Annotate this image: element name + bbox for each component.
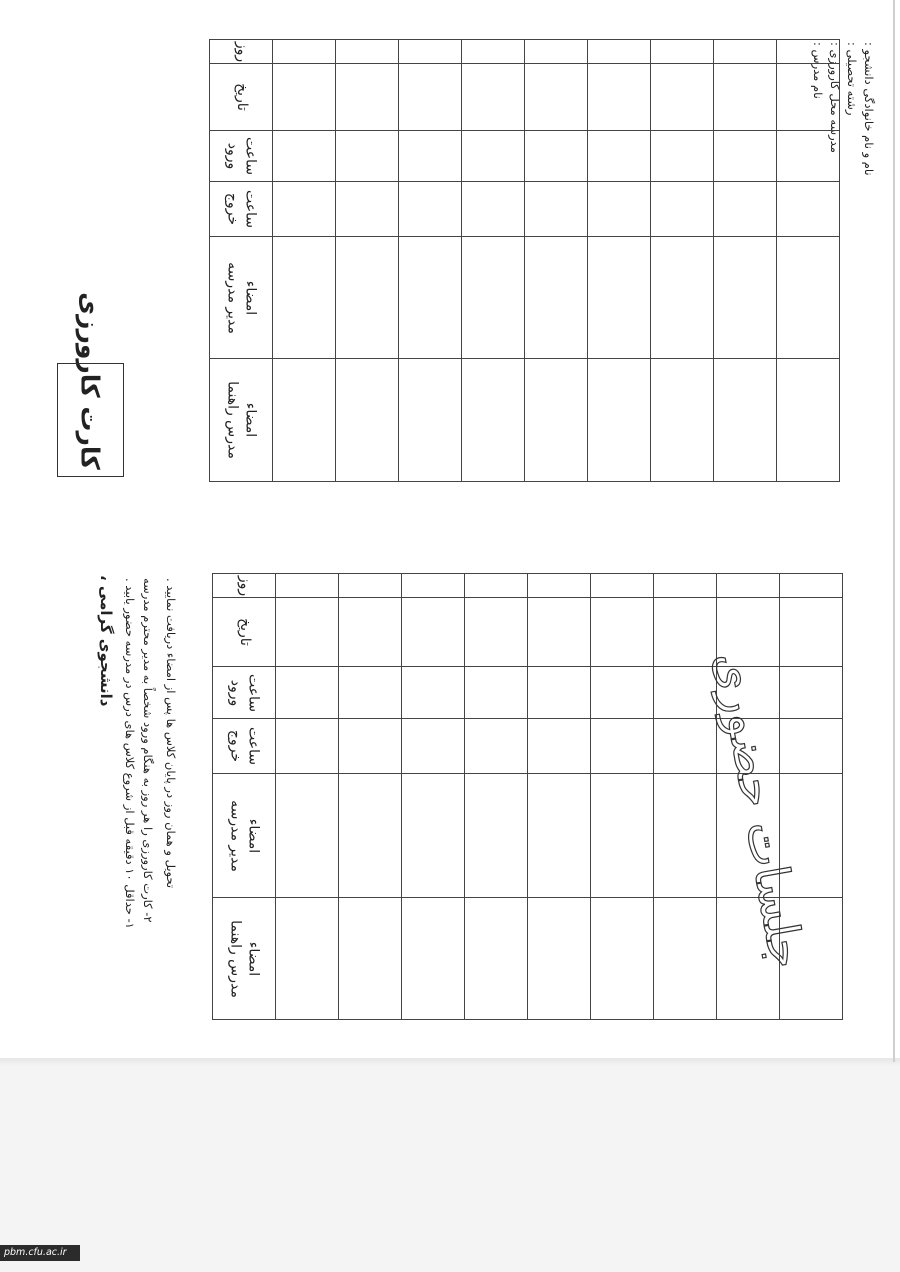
info-teacher: نام مدرس : [811, 42, 825, 99]
header-entry-time: ساعت ورود [210, 131, 273, 182]
header-date: تاریخ [210, 64, 273, 131]
page-right-edge [893, 0, 895, 1062]
attendance-table-top [209, 39, 840, 482]
header-day: روز [213, 574, 276, 598]
info-major: رشته تحصیلی : [845, 42, 859, 116]
stamp-text: جلسات حضوری [704, 647, 816, 973]
info-student-name: نام و نام خانوادگی دانشجو : [862, 42, 876, 176]
header-date: تاریخ [213, 598, 276, 667]
photo-placeholder [57, 363, 124, 477]
header-day: روز [210, 40, 273, 64]
header-exit-time: ساعت خروج [210, 182, 273, 237]
header-exit-time: ساعت خروج [213, 719, 276, 774]
header-mentor-sign: امضاء مدرس راهنما [210, 359, 273, 482]
header-mentor-sign: امضاء مدرس راهنما [213, 898, 276, 1020]
notes-line-3: تحویل و همان روز در پایان کلاس ها پس از امضاء دریافت نمایید . [164, 578, 178, 889]
notes-line-1: ۱- حداقل ۱۰ دقیقه قبل از شروع کلاس های درس در مدرسه حضور یابید . [123, 578, 137, 929]
notes-line-2: ۲- کارت کارورزی را هر روز به هنگام ورود شخصاً به مدیر محترم مدرسه [141, 578, 155, 923]
card-title: کارت کارورزی [75, 292, 105, 470]
info-school: مدرسه محل کارورزی : [828, 42, 842, 153]
header-principal-sign: امضاء مدیر مدرسه [210, 237, 273, 359]
header-entry-time: ساعت ورود [213, 667, 276, 719]
header-principal-sign: امضاء مدیر مدرسه [213, 774, 276, 898]
site-watermark: pbm.cfu.ac.ir [0, 1245, 80, 1261]
page-bottom-edge [0, 1058, 900, 1066]
notes-heading: دانشجوی گرامی ، [97, 575, 115, 707]
